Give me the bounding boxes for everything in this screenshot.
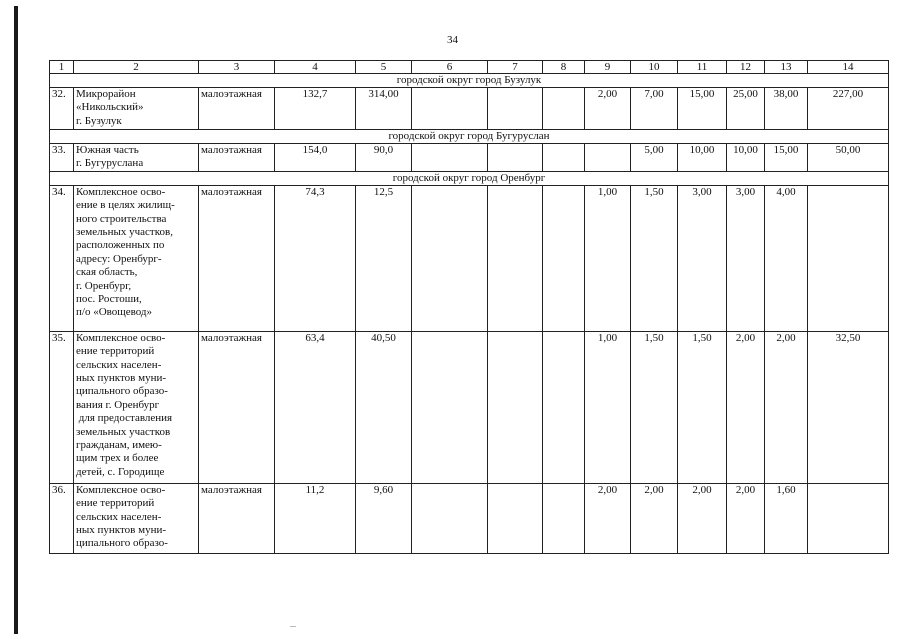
table-row: [50, 185, 889, 331]
object-name-line: ного строительства: [76, 212, 167, 225]
object-name-line: Комплексное осво-: [76, 331, 166, 344]
value-cell: [488, 88, 543, 130]
object-name-line: Микрорайон: [76, 88, 136, 100]
value-cell: 1,60: [765, 483, 808, 553]
object-name: [74, 185, 199, 331]
value-cell: 2,00: [678, 483, 727, 553]
value-cell: [808, 185, 889, 331]
object-name: [74, 144, 199, 172]
section-row: [50, 171, 889, 185]
value-cell: 9,60: [356, 483, 412, 553]
object-name-line: ных пунктов муни-: [76, 524, 167, 537]
object-name-line: сельских населен-: [76, 358, 162, 371]
value-cell: 2,00: [727, 331, 765, 483]
value-cell: 2,00: [585, 88, 631, 130]
value-cell: 1,50: [678, 331, 727, 483]
value-cell: 10,00: [727, 144, 765, 172]
object-name-line: сельских населен-: [76, 510, 162, 523]
column-header: 3: [199, 61, 275, 74]
object-name-line: Комплексное осво-: [76, 185, 166, 198]
value-cell: 2,00: [727, 483, 765, 553]
object-name-line: г. Бугуруслана: [76, 157, 144, 170]
value-cell: [488, 331, 543, 483]
value-cell: 90,0: [356, 144, 412, 172]
column-header: 13: [765, 61, 808, 74]
column-header: 1: [50, 61, 74, 74]
value-cell: 1,50: [631, 331, 678, 483]
value-cell: [808, 483, 889, 553]
object-name-line: земельных участков: [76, 425, 171, 438]
value-cell: [412, 331, 488, 483]
value-cell: 7,00: [631, 88, 678, 130]
section-title: городской округ город Оренбург: [50, 171, 889, 185]
table-row: [50, 144, 889, 172]
row-number: 32.: [50, 88, 74, 130]
column-header: 4: [275, 61, 356, 74]
data-table: [49, 60, 889, 554]
building-type: малоэтажная: [199, 185, 275, 331]
value-cell: [412, 88, 488, 130]
object-name: [74, 483, 199, 553]
object-name-line: г. Оренбург,: [76, 279, 132, 292]
object-name-line: для предоставления: [76, 412, 173, 425]
object-name-line: Южная часть: [76, 144, 139, 156]
row-number: 33.: [50, 144, 74, 172]
table-row: [50, 88, 889, 130]
value-cell: [488, 185, 543, 331]
object-name-line: ение территорий: [76, 345, 155, 358]
scan-mark: [290, 626, 296, 627]
building-type: малоэтажная: [199, 483, 275, 553]
building-type: малоэтажная: [199, 331, 275, 483]
value-cell: 3,00: [678, 185, 727, 331]
object-name: [74, 88, 199, 130]
object-name-line: земельных участков,: [76, 226, 173, 239]
object-name-line: Комплексное осво-: [76, 483, 166, 496]
section-row: [50, 130, 889, 144]
object-name-line: ципального образо-: [76, 537, 168, 550]
column-header: 8: [543, 61, 585, 74]
value-cell: 4,00: [765, 185, 808, 331]
value-cell: 11,2: [275, 483, 356, 553]
object-name-line: пос. Ростоши,: [76, 293, 142, 306]
value-cell: 50,00: [808, 144, 889, 172]
object-name-line: расположенных по: [76, 239, 165, 252]
value-cell: [412, 185, 488, 331]
column-header: 5: [356, 61, 412, 74]
column-header: 14: [808, 61, 889, 74]
object-name-line: г. Бузулук: [76, 114, 122, 127]
value-cell: [543, 331, 585, 483]
table-row: [50, 483, 889, 553]
value-cell: 15,00: [765, 144, 808, 172]
object-name-line: адресу: Оренбург-: [76, 252, 162, 265]
value-cell: 38,00: [765, 88, 808, 130]
column-header: 11: [678, 61, 727, 74]
object-name-line: ение в целях жилищ-: [76, 199, 175, 212]
value-cell: 15,00: [678, 88, 727, 130]
value-cell: 2,00: [631, 483, 678, 553]
header-row: [50, 61, 889, 74]
object-name-line: гражданам, имею-: [76, 439, 162, 452]
value-cell: 32,50: [808, 331, 889, 483]
row-number: 36.: [50, 483, 74, 553]
value-cell: 25,00: [727, 88, 765, 130]
value-cell: 132,7: [275, 88, 356, 130]
section-row: [50, 74, 889, 88]
value-cell: 3,00: [727, 185, 765, 331]
column-header: 9: [585, 61, 631, 74]
object-name-line: «Никольский»: [76, 101, 144, 114]
row-number: 34.: [50, 185, 74, 331]
section-title: городской округ город Бугуруслан: [50, 130, 889, 144]
column-header: 12: [727, 61, 765, 74]
value-cell: 5,00: [631, 144, 678, 172]
value-cell: 314,00: [356, 88, 412, 130]
column-header: 7: [488, 61, 543, 74]
value-cell: 40,50: [356, 331, 412, 483]
value-cell: 2,00: [585, 483, 631, 553]
value-cell: [412, 144, 488, 172]
object-name-line: ципального образо-: [76, 385, 168, 398]
left-margin-bar: [14, 6, 18, 634]
value-cell: [412, 483, 488, 553]
column-header: 6: [412, 61, 488, 74]
object-name-line: щим трех и более: [76, 452, 159, 465]
object-name-line: п/о «Овощевод»: [76, 306, 153, 319]
table-row: [50, 331, 889, 483]
column-header: 10: [631, 61, 678, 74]
object-name-line: ных пунктов муни-: [76, 372, 167, 385]
page-number: 34: [447, 34, 458, 46]
section-title: городской округ город Бузулук: [50, 74, 889, 88]
object-name-line: ская область,: [76, 266, 138, 279]
building-type: малоэтажная: [199, 144, 275, 172]
column-header: 2: [74, 61, 199, 74]
object-name: [74, 331, 199, 483]
object-name-line: ение территорий: [76, 497, 155, 510]
value-cell: [543, 144, 585, 172]
value-cell: [543, 185, 585, 331]
value-cell: [543, 88, 585, 130]
object-name-line: вания г. Оренбург: [76, 398, 160, 411]
object-name-line: детей, с. Городище: [76, 465, 165, 478]
value-cell: 154,0: [275, 144, 356, 172]
value-cell: [543, 483, 585, 553]
row-number: 35.: [50, 331, 74, 483]
value-cell: 1,00: [585, 185, 631, 331]
building-type: малоэтажная: [199, 88, 275, 130]
value-cell: 12,5: [356, 185, 412, 331]
value-cell: [488, 144, 543, 172]
value-cell: 2,00: [765, 331, 808, 483]
value-cell: 74,3: [275, 185, 356, 331]
value-cell: 227,00: [808, 88, 889, 130]
value-cell: 10,00: [678, 144, 727, 172]
value-cell: 63,4: [275, 331, 356, 483]
value-cell: [585, 144, 631, 172]
value-cell: 1,50: [631, 185, 678, 331]
value-cell: [488, 483, 543, 553]
value-cell: 1,00: [585, 331, 631, 483]
